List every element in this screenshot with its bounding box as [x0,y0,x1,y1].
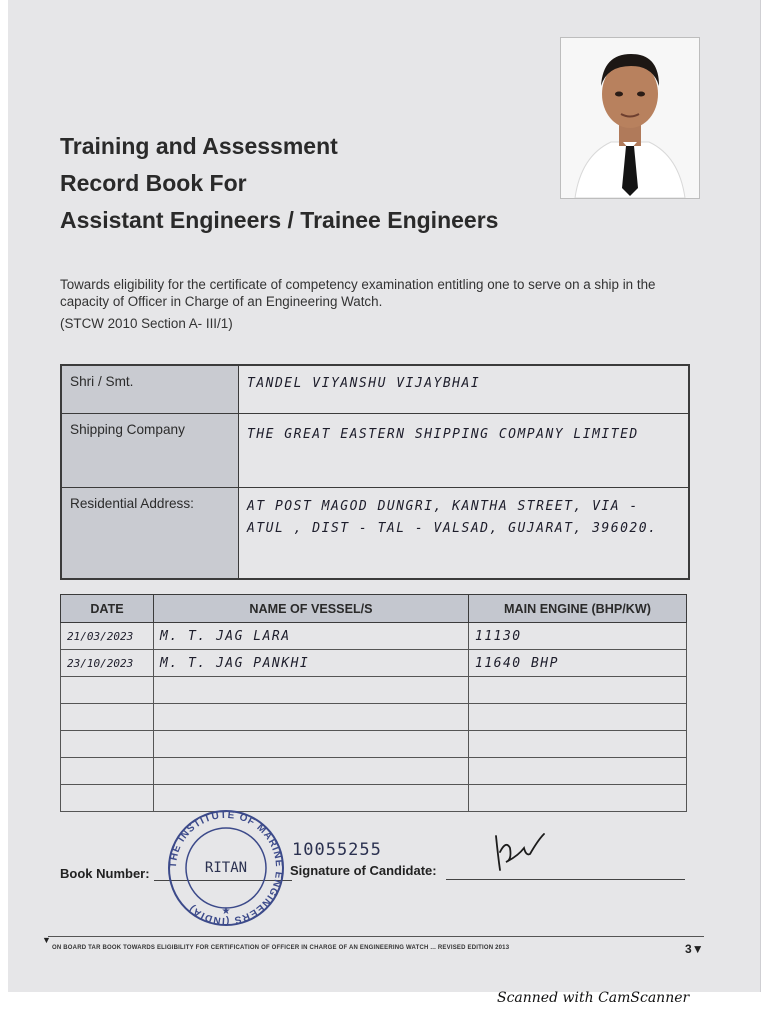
table-row [61,704,687,731]
seal-ring-text: THE INSTITUTE OF MARINE ENGINEERS (INDIA) [167,809,285,927]
table-row [61,785,687,812]
footer-triangle-icon: ▼ [42,935,51,945]
document-page [8,0,761,992]
row-date: 21/03/2023 [67,630,134,643]
candidate-signature [490,826,550,881]
table-row [61,650,687,677]
intro-text: Towards eligibility for the certificate of competency examination entitling one to serve on a ship in the capacity of Officer in Charge of an Engineering Watch. [60,277,656,309]
title-line-2: Record Book For [60,170,247,196]
engine-header: MAIN ENGINE (BHP/KW) [469,595,687,623]
signature-line [446,879,685,880]
book-number-label: Book Number: [60,866,150,881]
camscanner-watermark: Scanned with CamScanner [497,990,690,1006]
seal-center-text: RITAN [204,860,248,876]
title-line-1: Training and Assessment [60,133,338,159]
footer-rule [48,936,704,937]
company-label: Shipping Company [61,413,239,487]
institute-seal [158,808,294,933]
row-vessel: M. T. JAG PANKHI [160,656,310,671]
stcw-reference: (STCW 2010 Section A- III/1) [60,316,233,331]
date-header: DATE [61,595,154,623]
footer-text: ON BOARD TAR BOOK TOWARDS ELIGIBILITY FOR CERTIFICATION OF OFFICER IN CHARGE OF AN ENGINEERING WATCH ... REVISED EDITION 2013 [52,945,510,951]
table-row [61,758,687,785]
name-label: Shri / Smt. [61,365,239,413]
vessel-header: NAME OF VESSEL/S [154,595,469,623]
table-row [61,623,687,650]
document-title [60,128,498,239]
vessel-log-table [60,594,687,812]
row-engine: 11130 [475,629,522,644]
address-value: AT POST MAGOD DUNGRI, KANTHA STREET, VIA - ATUL , DIST - TAL - VALSAD, GUJARAT, 396020. [247,498,658,536]
address-label: Residential Address: [61,487,239,579]
page-number: 3▼ [685,942,704,956]
signature-label: Signature of Candidate: [290,863,437,878]
table-row [61,731,687,758]
name-value: TANDEL VIYANSHU VIJAYBHAI [247,376,481,391]
company-value: THE GREAT EASTERN SHIPPING COMPANY LIMITED [247,426,639,442]
table-row [61,677,687,704]
candidate-info-table [60,364,690,580]
row-vessel: M. T. JAG LARA [160,629,291,644]
candidate-photo [560,37,700,199]
book-number-value: 10055255 [292,840,382,860]
row-engine: 11640 BHP [475,656,559,671]
title-line-3: Assistant Engineers / Trainee Engineers [60,207,499,233]
row-date: 23/10/2023 [67,657,134,670]
svg-text:★: ★ [221,906,231,917]
